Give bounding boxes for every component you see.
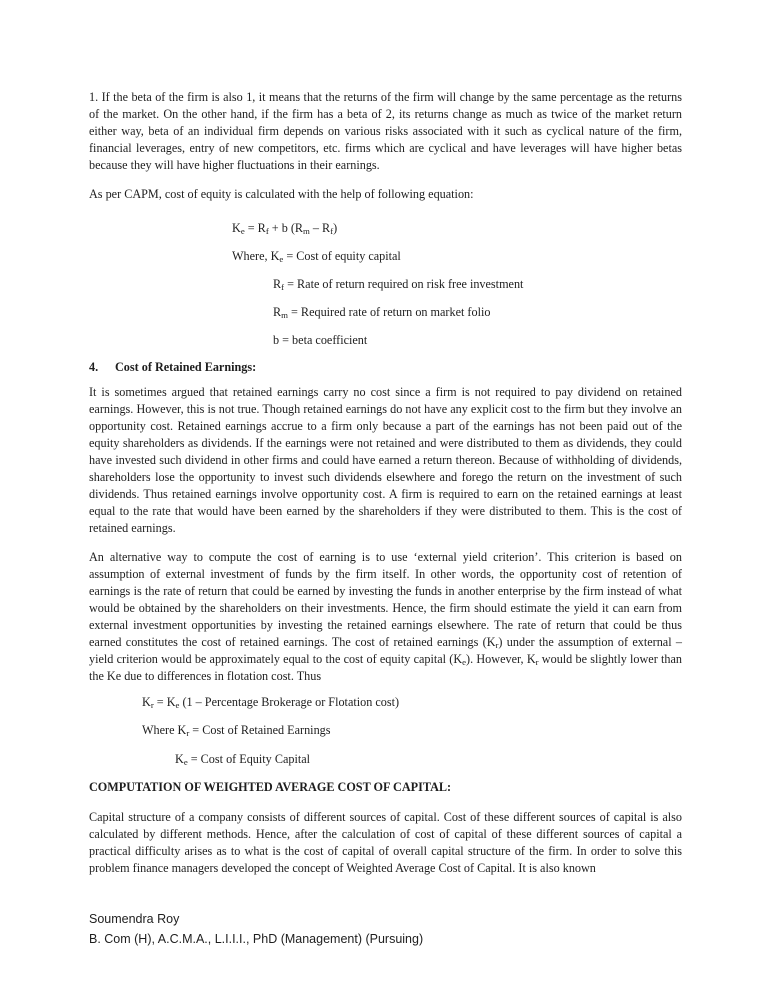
section-title: Cost of Retained Earnings: <box>115 360 257 374</box>
paragraph-retained-earnings: It is sometimes argued that retained earnings carry no cost since a firm is not required to pay dividend on retained earnings. However, this is not true. Though retained earnings do not have any explicit cost to the firm but they involve an opportunity cost. Retained earnings accrue to a firm only because a part of the earnings has not been paid out of the equity shareholders as dividends. If the earnings were not retained and were distributed to them as dividends, they could have invested such dividend in other firms and could have earned a return thereon. Because of withholding of dividends, shareholders lose the opportunity to invest such dividends elsewhere and forego the return on the investment of such dividends. Thus retained earnings involve opportunity cost. A firm is required to earn on the retained earnings at least equal to the rate that would have been earned by the shareholders if they were distributed to them. This is the cost of retained earnings. <box>89 385 682 535</box>
beta-definition: b = beta coefficient <box>273 333 368 347</box>
where-ke-definition: Where, $K_e$ = Cost of equity capital <box>232 249 401 264</box>
paragraph-external-yield: An alternative way to compute the cost of earning is to use ‘external yield criterion’. This criterion is based on assumption of external investment of funds by the firm itself. In other words, the opportunity cost of retention of earnings is the rate of return that could be earned by investing the funds in another enterprise by the firm instead of what would be obtained by the shareholders on their investments. Hence, the firm should estimate the yield it can earn from external investment opportunities by investing the retained earnings elsewhere. The rate of return that could be thus earned constitutes the cost of retained earnings. The cost of retained earnings $(K_r)$ under the assumption of external – yield criterion would be approximately equal to the cost of equity capital $(K_e)$. However, $K_r$ would be slightly lower than the Ke due to differences in flotation cost. Thus <box>89 550 682 683</box>
rf-definition: $R_f$ = Rate of return required on risk free investment <box>273 277 524 292</box>
author-name: Soumendra Roy <box>89 912 180 926</box>
where-kr-definition: Where $K_r$ = Cost of Retained Earnings <box>142 723 331 738</box>
capm-intro: As per CAPM, cost of equity is calculated with the help of following equation: <box>89 187 474 201</box>
section-number: 4. <box>89 360 99 374</box>
rm-definition: $R_m$ = Required rate of return on market folio <box>273 305 491 320</box>
author-credentials: B. Com (H), A.C.M.A., L.I.I.I., PhD (Management) (Pursuing) <box>89 932 424 946</box>
ke-definition: $K_e$ = Cost of Equity Capital <box>175 752 311 767</box>
paragraph-beta: 1. If the beta of the firm is also 1, it means that the returns of the firm will change by the same percentage as the returns of the market. On the other hand, if the firm has a beta of 2, its returns change as much as twice of the market return either way, beta of an individual firm depends on various risks associated with it such as cyclical nature of the firm, financial leverages, entry of new competitors, etc. firms which are cyclical and have leverages will have higher betas because they will have higher fluctuations in their earnings. <box>89 90 682 172</box>
author-footer <box>89 909 423 949</box>
kr-equation: $K_r = K_e$ (1 – Percentage Brokerage or Flotation cost) <box>142 695 400 710</box>
capm-equation: $K_e = R_f + b$ $(R_m - R_f)$ <box>232 221 338 236</box>
section-heading-wacc: COMPUTATION OF WEIGHTED AVERAGE COST OF CAPITAL: <box>89 780 452 794</box>
section-heading-retained-earnings <box>89 359 682 376</box>
paragraph-wacc: Capital structure of a company consists of different sources of capital. Cost of these different sources of capital is also calculated by different methods. Hence, after the calculation of cost of capital of these different sources of capital a practical difficulty arises as to what is the cost of capital of overall capital structure of the firm. In order to solve this problem finance managers developed the concept of Weighted Average Cost of Capital. It is also known <box>89 810 682 875</box>
